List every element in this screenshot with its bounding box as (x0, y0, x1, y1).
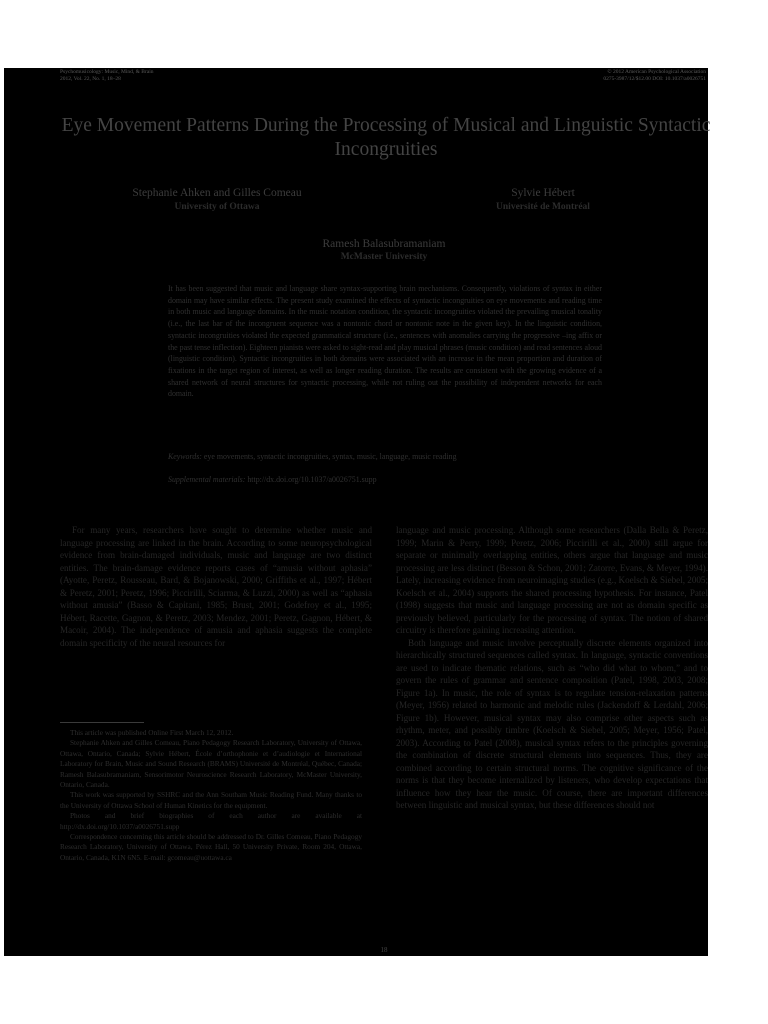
article-title: Eye Movement Patterns During the Processing of Musical and Linguistic Syntactic Incongruities (61, 115, 711, 160)
body-paragraph: For many years, researchers have sought to determine whether music and language processing are linked in the brain. According to some neuropsychological evidence from brain-damaged individuals, music and language are two distinct entities. The brain-damage evidence reports cases of “amusia without aphasia” (Ayotte, Peretz, Rousseau, Bard, & Bojanowski, 2000; Griffiths et al., 1997; Hébert & Peretz, 2001; Peretz, 1996; Piccirilli, Sciarma, & Luzzi, 2000) as well as “aphasia without amusia” (Basso & Capitani, 1985; Brust, 2001; Godefroy et al., 1995; Hébert, Racette, Gagnon, & Peretz, 2003; Mendez, 2001; Peretz, Gagnon, Hébert, & Macoir, 2004). The independence of amusia and aphasia suggests the complete domain specificity of the neural resources for (60, 525, 372, 648)
author-name: Ramesh Balasubramaniam (322, 238, 446, 250)
journal-header (60, 69, 360, 82)
keywords-label: Keywords: (168, 452, 202, 461)
abstract: It has been suggested that music and language share syntax-supporting brain mechanisms. Consequently, violations of syntax in either domain may have similar effects. The present study examined the effects of syntactic incongruities on eye movements and reading time in both music and language domains. In the music notation condition, the syntactic incongruities violated the prevailing musical tonality (i.e., the last bar of the incongruent sequence was a nontonic chord or nontonic note in the given key). In the linguistic condition, syntactic incongruities violated the expected grammatical structure (i.e., sentences with anomalies carrying the progressive –ing affix or the past tense inflection). Eighteen pianists were asked to sight-read and play musical phrases (music condition) and read sentences aloud (linguistic condition). Syntactic incongruities in both domains were associated with an increase in the mean proportion and duration of fixations in the target region of interest, as well as longer reading duration. The results are consistent with the growing evidence of a shared network of neural structures for syntactic processing, while not ruling out the possibility of independent networks for each domain. (168, 284, 602, 399)
footnote: Photos and brief biographies of each author are available at http://dx.doi.org/10.1037/a0026751.supp (60, 811, 362, 831)
copyright-line: © 2012 American Psychological Association (607, 69, 706, 75)
author-name: Stephanie Ahken and Gilles Comeau (132, 187, 302, 199)
body-paragraph: language and music processing. Although some researchers (Dalla Bella & Peretz, 1999; Marin & Perry, 1999; Peretz, 2006; Piccirilli et al., 2000) still argue for separate or minimally overlapping entities, others argue that language and music processing are less distinct (Besson & Schon, 2001; Zatorre, Evans, & Meyer, 1994). Lately, increasing evidence from neuroimaging studies (e.g., Koelsch & Siebel, 2005; Koelsch et al., 2004) supports the shared processing hypothesis. For instance, Patel (1998) suggests that music and language processing are not as domain specific as previously believed, particularly for the processing of syntax. The notion of shared circuitry is therefore gaining increasing attention. (396, 525, 708, 635)
copyright-header (430, 69, 706, 82)
footnotes (60, 728, 362, 863)
keywords-text: eye movements, syntactic incongruities, syntax, music, language, music reading (203, 452, 457, 461)
author-affiliation: McMaster University (340, 252, 428, 262)
body-column-right (396, 524, 708, 812)
supplemental-link[interactable]: http://dx.doi.org/10.1037/a0026751.supp (247, 475, 377, 484)
footnote: This work was supported by SSHRC and the Ann Southam Music Reading Fund. Many thanks to the University of Ottawa School of Human Kinetics for the equipment. (60, 790, 362, 810)
author-affiliation: University of Ottawa (174, 202, 260, 212)
journal-volume: 2012, Vol. 22, No. 1, 18–28 (60, 75, 121, 82)
footnote: Correspondence concerning this article should be addressed to Dr. Gilles Comeau, Piano Pedagogy Research Laboratory, University of Ottawa, Pérez Hall, 50 University Private, Room 204, Ottawa, Ontario, Canada, K1N 6N5. E-mail: gcomeau@uottawa.ca (60, 832, 362, 862)
doi-line: 0275-3987/12/$12.00 DOI: 10.1037/a0026751 (603, 75, 706, 82)
keywords (168, 451, 608, 462)
journal-name: Psychomusicology: Music, Mind, & Brain (60, 69, 154, 75)
author-name: Sylvie Hébert (511, 187, 575, 199)
body-paragraph: Both language and music involve perceptually discrete elements organized into hierarchically structured sequences called syntax. In language, syntactic conventions are used to indicate thematic relations, such as “who did what to whom,” and to govern the rules of grammar and sentence composition (Patel, 1998, 2003, 2008; Figure 1a). In music, the role of syntax is to regulate tension-relaxation patterns (Meyer, 1956) related to harmonic and melodic rules (Jackendoff & Lerdahl, 2006; Figure 1b). However, musical syntax may also comprise other aspects such as rhythm, meter, and possibly timbre (Koelsch & Siebel, 2005; Meyer, 1956; Patel, 2003). According to Patel (2008), musical syntax refers to the principles governing the combination of discrete structural elements into sequences. Thus, they are combined according to certain structural norms. The cognitive significance of the norms is that they become internalized by listeners, who develop expectations that influence how they hear the music. Of course, there are important differences between linguistic and musical syntax, but these differences should not (396, 637, 708, 810)
supplemental-materials (168, 474, 608, 485)
footnote-divider (60, 722, 144, 723)
supplemental-label: Supplemental materials: (168, 475, 246, 484)
footnote: Stephanie Ahken and Gilles Comeau, Piano Pedagogy Research Laboratory, University of Ottawa, Ottawa, Ontario, Canada; Sylvie Hébert, École d’orthophonie et d’audiologie et International Laboratory for Brain, Music and Sound Research (BRAMS) Université de Montréal, Québec, Canada; Ramesh Balasubramaniam, Sensorimotor Neuroscience Research Laboratory, McMaster University, Ontario, Canada. (60, 738, 362, 790)
footnote: This article was published Online First March 12, 2012. (70, 728, 234, 737)
author-affiliation: Université de Montréal (496, 202, 590, 212)
body-column-left (60, 524, 372, 649)
page-number: 18 (380, 946, 388, 954)
